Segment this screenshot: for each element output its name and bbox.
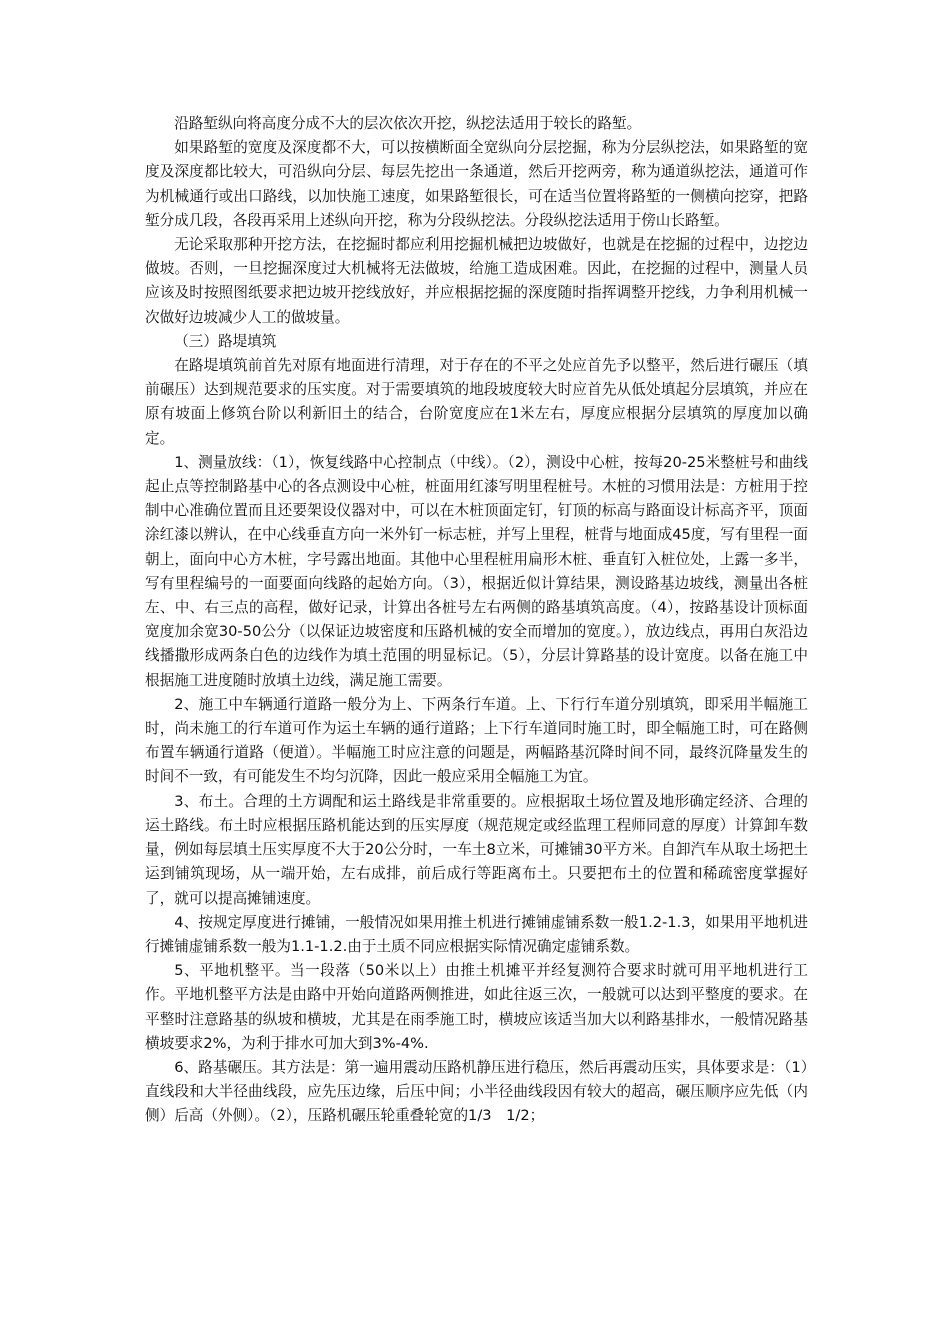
paragraph-survey: 1、测量放线：（1），恢复线路中心控制点（中线）。（2），测设中心桩，按每20-25米整桩号和曲线起止点等控制路基中心的各点测设中心桩，桩面用红漆写明里程桩号。木桩的习惯用法是：方桩用于控制中心准确位置而且还要架设仪器对中，可以在木桩顶面定钉，钉顶的标高与路面设计标高齐平，顶面涂红漆以辨认，在中心线垂直方向一米外钉一标志桩，并写上里程，桩背与地面成45度，写有里程一面朝上，面向中心方木桩，字号露出地面。其他中心里程桩用扁形木桩、垂直钉入桩位处，上露一多半，写有里程编号的一面要面向线路的起始方向。（3），根据近似计算结果，测设路基边坡线，测量出各桩左、中、右三点的高程，做好记录，计算出各桩号左右两侧的路基填筑高度。（4），按路基设计顶标面宽度加余宽30-50公分（以保证边坡密度和压路机械的安全而增加的宽度。），放边线点，再用白灰沿边线播撒形成两条白色的边线作为填土范围的明显标记。（5），分层计算路基的设计宽度。以备在施工中根据施工进度随时放填土边线，满足施工需要。 xyxy=(145,453,808,689)
paragraph-spreading: 4、按规定厚度进行摊铺，一般情况如果用推土机进行摊铺虚铺系数一般1.2-1.3，如果用平地机进行摊铺虚铺系数一般为1.1-1.2.由于土质不同应根据实际情况确定虚铺系数。 xyxy=(145,913,808,955)
paragraph-3: 无论采取那种开挖方法，在挖掘时都应利用挖掘机械把边坡做好，也就是在挖掘的过程中，边挖边做坡。否则，一旦挖掘深度过大机械将无法做坡，给施工造成困难。因此，在挖掘的过程中，测量人员应该及时按照图纸要求把边坡开挖线放好，并应根据挖掘的深度随时指挥调整开挖线，力争利用机械一次做好边坡减少人工的做坡量。 xyxy=(145,236,808,326)
paragraph-soil-distribution: 3、布土。合理的土方调配和运土路线是非常重要的。应根据取土场位置及地形确定经济、合理的运土路线。布土时应根据压路机能达到的压实厚度（规范规定或经监理工程师同意的厚度）计算卸车数量，例如每层填土压实厚度不大于20公分时，一车土8立米，可摊铺30平方米。自卸汽车从取土场把土运到铺筑现场，从一端开始，左右成排，前后成行等距离布土。只要把布土的位置和稀疏密度掌握好了，就可以提高摊铺速度。 xyxy=(145,792,808,907)
paragraph-traffic-lanes: 2、施工中车辆通行道路一般分为上、下两条行车道。上、下行行车道分别填筑，即采用半幅施工时，尚未施工的行车道可作为运土车辆的通行道路；上下行车道同时施工时，即全幅施工时，可在路侧布置车辆通行道路（便道）。半幅施工时应注意的问题是，两幅路基沉降时间不同，最终沉降量发生的时间不一致，有可能发生不均匀沉降，因此一般应采用全幅施工为宜。 xyxy=(145,695,808,786)
paragraph-2: 如果路堑的宽度及深度都不大，可以按横断面全宽纵向分层挖掘，称为分层纵挖法，如果路堑的宽度及深度都比较大，可沿纵向分层、每层先挖出一条通道，然后开挖两旁，称为通道纵挖法，通道可作为机械通行或出口路线，以加快施工速度，如果路堑很长，可在适当位置将路堑的一侧横向挖穿，把路堑分成几段，各段再采用上述纵向开挖，称为分段纵挖法。分段纵挖法适用于傍山长路堑。 xyxy=(145,139,808,229)
paragraph-1: 沿路堑纵向将高度分成不大的层次依次开挖，纵挖法适用于较长的路堑。 xyxy=(174,115,642,132)
paragraph-compaction: 6、路基碾压。其方法是：第一遍用震动压路机静压进行稳压，然后再震动压实，具体要求是：（1）直线段和大半径曲线段，应先压边缘，后压中间；小半径曲线段因有较大的超高，碾压顺序应先低（内侧）后高（外侧）。（2），压路机碾压轮重叠轮宽的1/3 1/2； xyxy=(145,1058,808,1125)
paragraph-4: 在路堤填筑前首先对原有地面进行清理，对于存在的不平之处应首先予以整平，然后进行碾压（填前碾压）达到规范要求的压实度。对于需要填筑的地段坡度较大时应首先从低处填起分层填筑，并应在原有坡面上修筑台阶以利新旧土的结合，台阶宽度应在1米左右，厚度应根据分层填筑的厚度加以确定。 xyxy=(145,357,808,447)
paragraph-grading: 5、平地机整平。当一段落（50米以上）由推土机摊平并经复测符合要求时就可用平地机进行工作。平地机整平方法是由路中开始向道路两侧推进，如此往返三次，一般就可以达到平整度的要求。在平整时注意路基的纵坡和横坡，尤其是在雨季施工时，横坡应该适当加大以利路基排水，一般情况路基横坡要求2%，为利于排水可加大到3%-4%. xyxy=(145,962,808,1052)
section-heading-embankment: （三）路堤填筑 xyxy=(174,332,277,350)
document-body xyxy=(145,112,808,1129)
